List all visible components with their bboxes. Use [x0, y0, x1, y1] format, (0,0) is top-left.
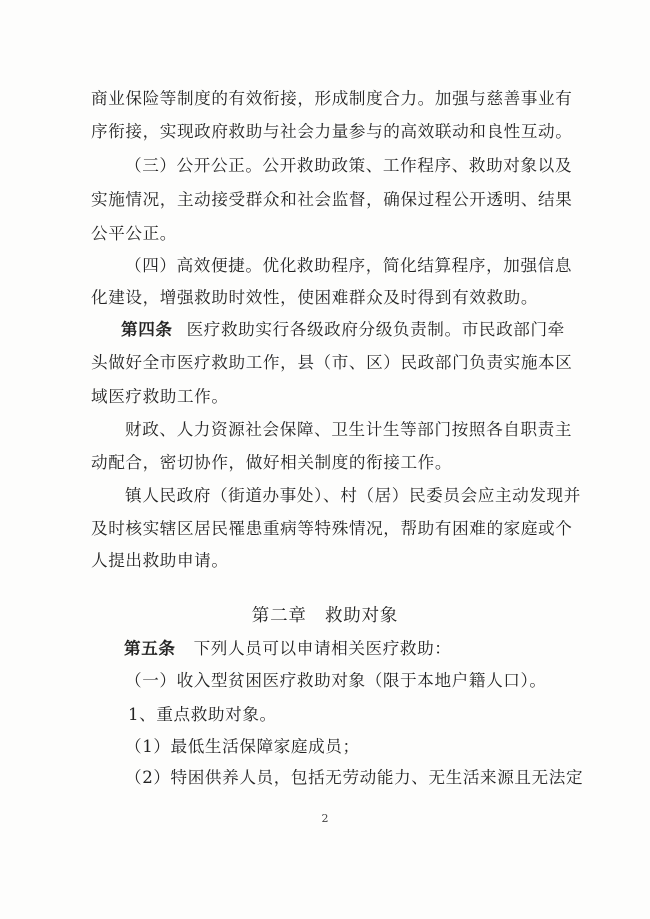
paragraph-line: 化建设，增强救助时效性，使困难群众及时得到有效救助。	[91, 288, 539, 307]
article-4-text: 医疗救助实行各级政府分级负责制。市民政部门牵	[186, 320, 565, 339]
page-number: 2	[321, 812, 329, 825]
chapter-heading: 第二章 救助对象	[251, 606, 399, 626]
paragraph-line: 序衔接，实现政府救助与社会力量参与的高效联动和良性互动。	[91, 122, 573, 141]
paragraph-line: 头做好全市医疗救助工作，县（市、区）民政部门负责实施本区	[91, 353, 573, 372]
paragraph-line: 财政、人力资源社会保障、卫生计生等部门按照各自职责主	[125, 420, 573, 439]
paragraph-line: （三）公开公正。公开救助政策、工作程序、救助对象以及	[125, 156, 573, 175]
paragraph-line: 商业保险等制度的有效衔接，形成制度合力。加强与慈善事业有	[91, 89, 573, 108]
paragraph-line: 人提出救助申请。	[91, 551, 229, 570]
article-5-text: 下列人员可以申请相关医疗救助：	[193, 639, 452, 658]
article-4-line	[121, 318, 565, 342]
paragraph-line: 公平公正。	[91, 224, 177, 243]
article-5-label: 第五条	[124, 639, 176, 658]
paragraph-line: （2）特困供养人员，包括无劳动能力、无生活来源且无法定	[125, 768, 584, 787]
paragraph-line: （1）最低生活保障家庭成员；	[125, 737, 360, 756]
article-5-line	[124, 637, 452, 661]
paragraph-line: 1、重点救助对象。	[128, 705, 277, 724]
paragraph-line: （一）收入型贫困医疗救助对象（限于本地户籍人口）。	[125, 671, 547, 690]
paragraph-line: （四）高效便捷。优化救助程序，简化结算程序，加强信息	[125, 256, 573, 275]
paragraph-line: 实施情况，主动接受群众和社会监督，确保过程公开透明、结果	[91, 190, 573, 209]
paragraph-line: 域医疗救助工作。	[91, 387, 229, 406]
paragraph-line: 镇人民政府（街道办事处）、村（居）民委员会应主动发现并	[125, 486, 581, 505]
article-4-label: 第四条	[121, 320, 173, 339]
paragraph-line: 及时核实辖区居民罹患重病等特殊情况，帮助有困难的家庭或个	[91, 519, 573, 538]
paragraph-line: 动配合，密切协作，做好相关制度的衔接工作。	[91, 453, 453, 472]
